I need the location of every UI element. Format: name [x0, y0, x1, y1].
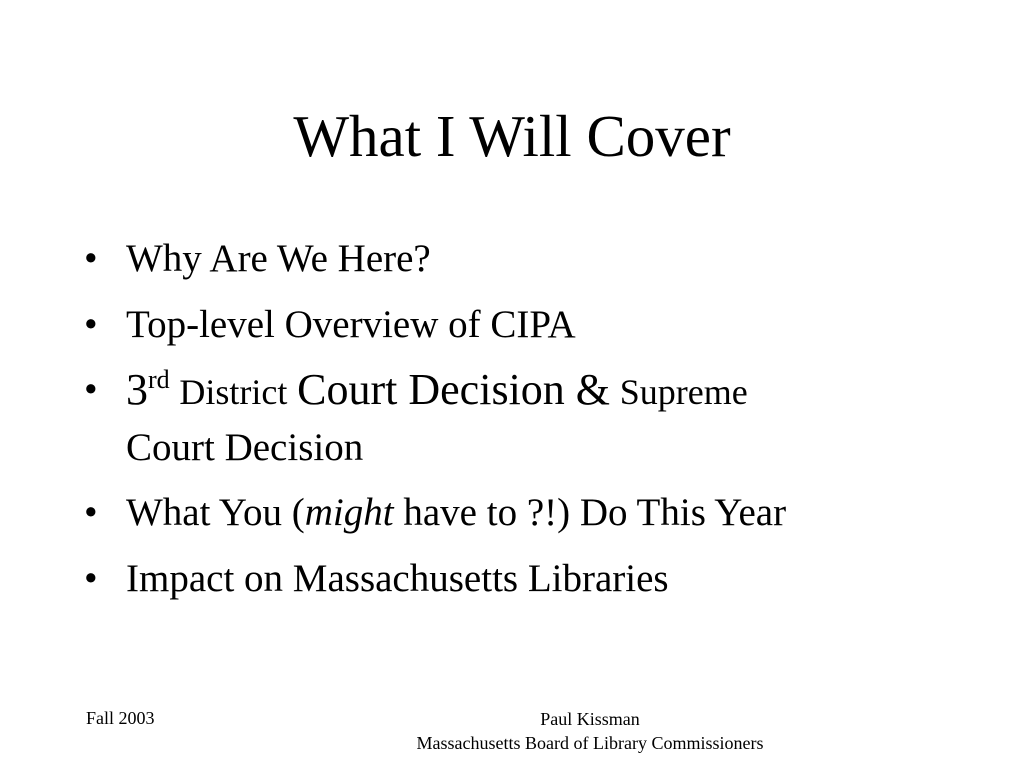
bullet-list — [84, 232, 944, 618]
bullet-marker: • — [84, 237, 98, 280]
bullet-text: Top-level Overview of CIPA — [126, 303, 576, 346]
slide-title: What I Will Cover — [293, 103, 731, 169]
bullet-text-court-decision: Court Decision & — [297, 365, 611, 414]
footer-organization: Massachusetts Board of Library Commissioners — [416, 733, 764, 753]
bullet-text-italic: might — [304, 491, 394, 534]
bullet-item-cipa-overview — [84, 298, 944, 352]
ordinal-superscript: rd — [148, 365, 170, 394]
bullet-item-court-decisions — [84, 364, 944, 474]
bullet-number: 3 — [126, 365, 148, 414]
bullet-text-court-decision-2: Court Decision — [126, 426, 364, 469]
bullet-marker: • — [84, 557, 98, 600]
bullet-marker: • — [84, 368, 98, 411]
footer-date: Fall 2003 — [86, 708, 155, 728]
bullet-marker: • — [84, 303, 98, 346]
bullet-item-impact — [84, 552, 944, 606]
footer-presenter — [380, 707, 800, 755]
bullet-text-district: District — [179, 372, 288, 412]
bullet-text-supreme: Supreme — [619, 372, 748, 412]
bullet-item-why-are-we-here — [84, 232, 944, 286]
bullet-text: Why Are We Here? — [126, 237, 431, 280]
bullet-text-after: have to ?!) Do This Year — [403, 491, 787, 534]
bullet-item-what-you-do — [84, 486, 944, 540]
bullet-text-before: What You ( — [126, 491, 305, 534]
bullet-marker: • — [84, 491, 98, 534]
bullet-text: Impact on Massachusetts Libraries — [126, 557, 669, 600]
footer-presenter-name: Paul Kissman — [540, 709, 640, 729]
